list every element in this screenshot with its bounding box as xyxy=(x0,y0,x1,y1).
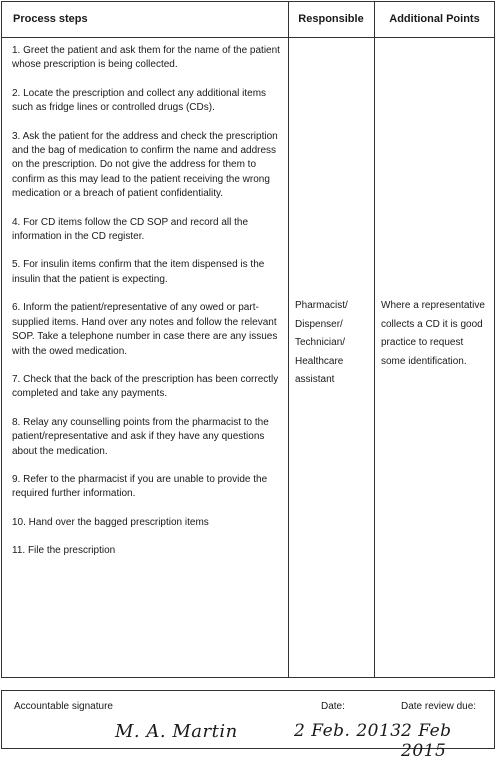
column-divider-2 xyxy=(374,2,375,677)
review-date-label: Date review due: xyxy=(401,701,477,712)
process-step-9: 9. Refer to the pharmacist if you are unable to provide the required further information. xyxy=(12,473,268,500)
header-responsible: Responsible xyxy=(298,13,364,25)
handwritten-date: 2 Feb. 2013 xyxy=(294,721,402,741)
handwritten-signature: M. A. Martin xyxy=(115,721,238,742)
process-step-8: 8. Relay any counselling points from the pharmacist to the patient/representative and ask if they have any questions about the medication. xyxy=(12,416,269,457)
column-divider-1 xyxy=(288,2,289,677)
responsible-cell: Pharmacist/ Dispenser/ Technician/ Healthcare assistant xyxy=(295,300,348,385)
process-step-7: 7. Check that the back of the prescription has been correctly completed and take any payments. xyxy=(12,373,279,400)
process-step-5: 5. For insulin items confirm that the item dispensed is the insulin that the patient is expecting. xyxy=(12,259,265,285)
process-step-10: 10. Hand over the bagged prescription items xyxy=(12,516,209,528)
process-step-1: 1. Greet the patient and ask them for the name of the patient whose prescription is being collected. xyxy=(12,45,280,71)
process-step-2: 2. Locate the prescription and collect any additional items such as fridge lines or controlled drugs (CDs). xyxy=(12,87,267,114)
process-step-4: 4. For CD items follow the CD SOP and record all the information in the CD register. xyxy=(12,216,249,243)
process-step-3: 3. Ask the patient for the address and check the prescription and the bag of medication to confirm the name and address on the prescription. Do not give the address for them to confirm as this may lead to the patient receiving the wrong medication or a breach of patient confidentiality. xyxy=(12,130,278,200)
header-additional-points: Additional Points xyxy=(389,13,480,25)
handwritten-review-date: 2 Feb 2015 xyxy=(401,721,452,761)
signature-block xyxy=(1,690,495,761)
additional-points-cell: Where a representative collects a CD it is good practice to request some identification. xyxy=(381,300,485,367)
header-process-steps: Process steps xyxy=(13,13,88,25)
process-steps-list xyxy=(12,44,280,559)
process-step-11: 11. File the prescription xyxy=(12,545,116,557)
process-step-6: 6. Inform the patient/representative of any owed or part-supplied items. Hand over any notes and follow the relevant SOP. Take a telephone number in case there are any issues with the owed medication. xyxy=(12,302,278,357)
table-header-row xyxy=(2,2,494,38)
date-label: Date: xyxy=(321,701,345,712)
accountable-signature-label: Accountable signature xyxy=(14,701,113,712)
